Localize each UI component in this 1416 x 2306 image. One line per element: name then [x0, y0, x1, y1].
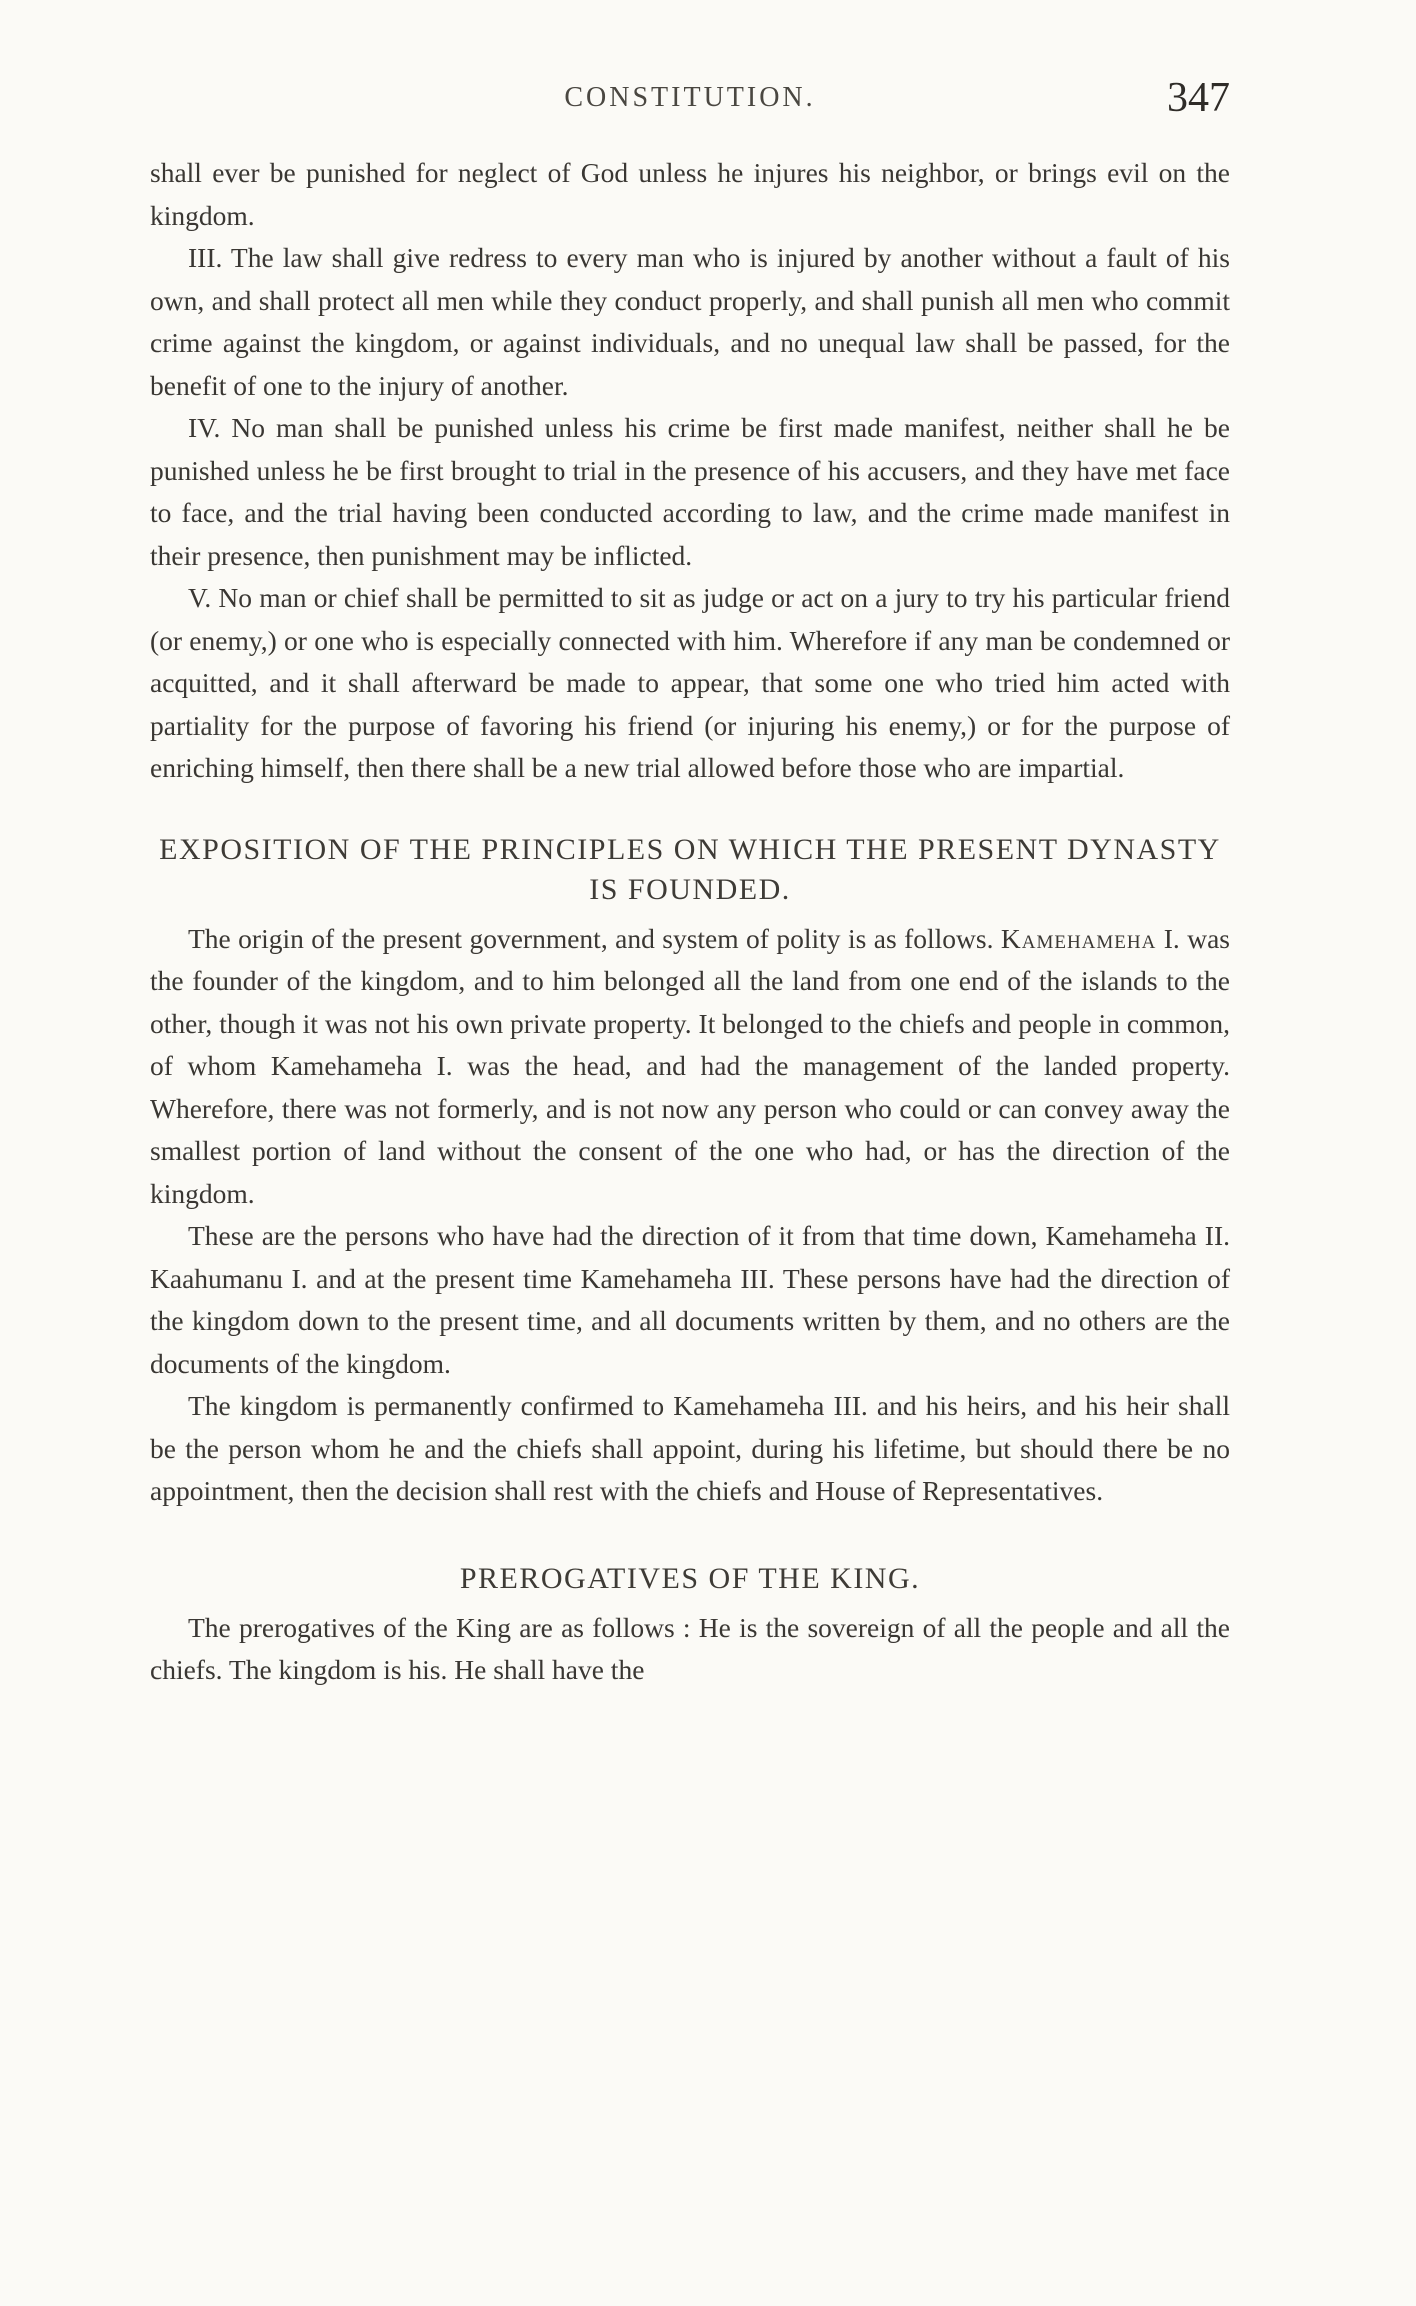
founder-name: Kamehameha: [1000, 922, 1157, 954]
origin-text-start: The origin of the present government, and system of polity is as follows.: [188, 922, 1001, 954]
paragraph-heirs: The kingdom is permanently confirmed to Kamehameha III. and his heirs, and his heir shall be the person whom he and the chiefs shall appoint, during his lifetime, but should there be no appointment, then the decision shall rest with the chiefs and House of Representatives.: [150, 1390, 1230, 1506]
section-heading-exposition: EXPOSITION OF THE PRINCIPLES ON WHICH THE PRESENT DYNASTY IS FOUNDED.: [159, 832, 1221, 906]
origin-text-rest: I. was the founder of the kingdom, and to him belonged all the land from one end of the islands to the other, though it was not his own private property. It belonged to the chiefs and people in common, of whom Kamehameha I. was the head, and had the management of the landed property. Wherefore, there was not formerly, and is not now any person who could or can convey away the smallest portion of land without the consent of the one who had, or has the direction of the kingdom.: [150, 922, 1230, 1209]
running-title: CONSTITUTION.: [564, 82, 816, 113]
paragraph-continued: shall ever be punished for neglect of God unless he injures his neighbor, or brings evil on the kingdom.: [150, 157, 1230, 231]
paragraph-article-iii: III. The law shall give redress to every man who is injured by another without a fault of his own, and shall protect all men while they conduct properly, and shall punish all men who commit crime against the kingdom, or against individuals, and no unequal law shall be passed, for the benefit of one to the injury of another.: [150, 242, 1230, 401]
paragraph-article-iv: IV. No man shall be punished unless his crime be first made manifest, neither shall he be punished unless he be first brought to trial in the presence of his accusers, and they have met face to face, and the trial having been conducted according to law, and the crime made manifest in their presence, then punishment may be inflicted.: [150, 412, 1230, 571]
paragraph-prerogatives: The prerogatives of the King are as follows : He is the sovereign of all the people and all the chiefs. The kingdom is his. He shall have the: [150, 1611, 1230, 1685]
paragraph-origin: [150, 918, 1230, 1216]
body-text: [150, 152, 1230, 1692]
running-head: [150, 74, 1230, 124]
page-number: 347: [1167, 75, 1230, 121]
paragraph-article-v: V. No man or chief shall be permitted to sit as judge or act on a jury to try his particular friend (or enemy,) or one who is especially connected with him. Wherefore if any man be condemned or acquitted, and it shall afterward be made to appear, that some one who tried him acted with partiality for the purpose of favoring his friend (or injuring his enemy,) or for the purpose of enriching himself, then there shall be a new trial allowed before those who are impartial.: [150, 582, 1230, 783]
paragraph-succession: These are the persons who have had the direction of it from that time down, Kamehameha II. Kaahumanu I. and at the present time Kamehameha III. These persons have had the direction of the kingdom down to the present time, and all documents written by them, and no others are the documents of the kingdom.: [150, 1220, 1230, 1379]
section-heading-prerogatives: PREROGATIVES OF THE KING.: [459, 1561, 921, 1595]
